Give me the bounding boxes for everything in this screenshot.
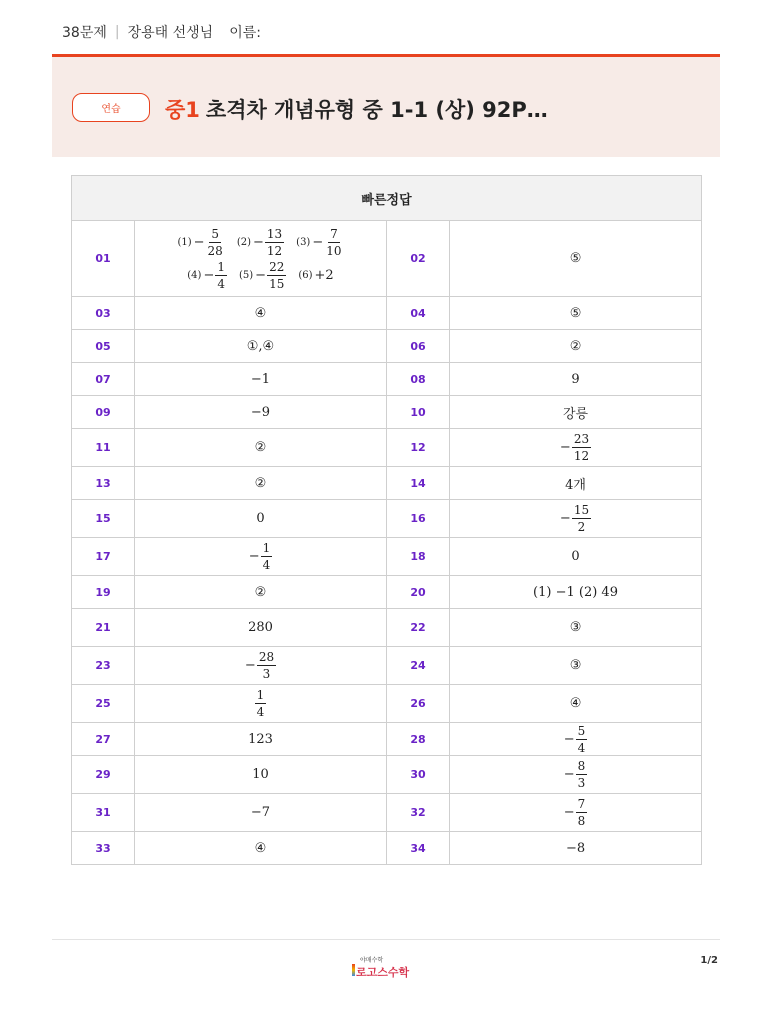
- minus-sign: −: [244, 658, 256, 673]
- answer-value: [135, 396, 387, 429]
- question-number: 16: [387, 500, 450, 538]
- fraction: [576, 725, 588, 754]
- table-row: [72, 647, 702, 685]
- title-banner: [52, 54, 720, 157]
- question-number: 09: [72, 396, 135, 429]
- question-number: 26: [387, 685, 450, 723]
- fraction-answer: [248, 541, 273, 572]
- answer-text: ②: [254, 584, 267, 600]
- answer-value: [135, 685, 387, 723]
- answer-value: [450, 609, 702, 647]
- minus-sign: −: [252, 234, 264, 250]
- fraction-answer: [312, 228, 343, 257]
- answer-text: (1) −1 (2) 49: [533, 584, 618, 600]
- minus-sign: −: [563, 731, 575, 747]
- question-number: 20: [387, 576, 450, 609]
- question-number: 21: [72, 609, 135, 647]
- answer-part: [239, 261, 286, 290]
- answer-value: [135, 647, 387, 685]
- answer-text: ②: [254, 440, 267, 455]
- numerator: 1: [217, 259, 225, 274]
- fraction-answer: [253, 228, 284, 257]
- fraction: [257, 651, 276, 680]
- part-label: (4): [187, 269, 202, 281]
- question-count: 38문제: [62, 25, 107, 41]
- answer-text: −1: [250, 371, 271, 387]
- answer-text: 9: [571, 371, 580, 387]
- answer-text: 10: [252, 767, 269, 782]
- table-row: [72, 723, 702, 756]
- numerator: 15: [573, 503, 590, 517]
- question-number: 27: [72, 723, 135, 756]
- answer-value: [135, 467, 387, 500]
- denominator: 12: [266, 243, 283, 258]
- student-name-label: 이름:: [229, 25, 261, 41]
- table-row: [72, 794, 702, 832]
- answer-text: 4개: [565, 477, 586, 493]
- answer-value: [450, 467, 702, 500]
- denominator: 10: [326, 243, 342, 258]
- answer-value: [450, 396, 702, 429]
- numerator: 23: [573, 432, 590, 446]
- part-label: (5): [239, 269, 254, 281]
- minus-sign: −: [248, 549, 260, 564]
- denominator: 28: [207, 243, 223, 258]
- answer-value: [450, 297, 702, 330]
- answer-value: [135, 500, 387, 538]
- grade-label: 중1: [165, 98, 200, 122]
- fraction: [576, 760, 588, 789]
- numerator: 1: [262, 541, 271, 555]
- answer-part: [296, 228, 343, 257]
- numerator: 13: [266, 226, 283, 241]
- answer-part: [237, 228, 284, 257]
- part-label: (3): [296, 236, 311, 248]
- table-row: [72, 330, 702, 363]
- question-number: 04: [387, 297, 450, 330]
- answer-value: [135, 297, 387, 330]
- separator: |: [114, 24, 120, 40]
- logo-text: 로고스수학: [356, 966, 410, 979]
- part-label: (1): [177, 236, 192, 248]
- question-number: 02: [387, 221, 450, 297]
- part-label: (2): [236, 236, 251, 248]
- question-number: 13: [72, 467, 135, 500]
- answer-value: [450, 794, 702, 832]
- answer-text: 강릉: [562, 406, 589, 422]
- answer-text: −9: [250, 404, 271, 420]
- denominator: 12: [573, 449, 590, 463]
- question-number: 01: [72, 221, 135, 297]
- minus-sign: −: [255, 267, 267, 283]
- answer-value: [135, 723, 387, 756]
- fraction: [261, 542, 273, 571]
- worksheet-info: [62, 22, 261, 42]
- answer-text: ③: [569, 620, 582, 635]
- fraction-answer: [203, 261, 227, 290]
- fraction-answer: [563, 723, 588, 755]
- fraction: [572, 433, 591, 462]
- question-number: 32: [387, 794, 450, 832]
- answer-value: [135, 363, 387, 396]
- part-value: +2: [314, 267, 334, 283]
- logo-tagline: 야매수학: [360, 957, 384, 964]
- denominator: 8: [577, 814, 586, 828]
- answer-text: 280: [248, 620, 273, 635]
- table-row: [72, 396, 702, 429]
- table-row: [72, 832, 702, 865]
- title-text: 초격차 개념유형 중 1-1 (상) 92P…: [205, 98, 548, 122]
- question-number: 06: [387, 330, 450, 363]
- answer-text: 0: [571, 549, 580, 564]
- answer-text: ⑤: [569, 305, 582, 321]
- table-row: [72, 467, 702, 500]
- answer-value: [450, 647, 702, 685]
- minus-sign: −: [312, 234, 324, 250]
- fraction-answer: [563, 797, 588, 828]
- table-row: [72, 500, 702, 538]
- fraction-answer: [255, 261, 286, 290]
- numerator: 1: [256, 688, 265, 702]
- table-row: [72, 363, 702, 396]
- question-number: 30: [387, 756, 450, 794]
- question-number: 05: [72, 330, 135, 363]
- question-number: 23: [72, 647, 135, 685]
- answer-value: [135, 832, 387, 865]
- question-number: 11: [72, 429, 135, 467]
- question-number: 34: [387, 832, 450, 865]
- answer-value: [135, 576, 387, 609]
- answer-value: [135, 794, 387, 832]
- question-number: 24: [387, 647, 450, 685]
- answer-value: [135, 429, 387, 467]
- minus-sign: −: [563, 767, 575, 782]
- fraction-answer: [255, 688, 267, 719]
- answer-value: [450, 832, 702, 865]
- practice-badge: 연습: [72, 93, 150, 122]
- fraction: [255, 689, 267, 718]
- answer-text: ②: [569, 338, 582, 354]
- minus-sign: −: [559, 511, 571, 526]
- fraction-answer: [244, 650, 276, 681]
- question-number: 10: [387, 396, 450, 429]
- numerator: 22: [269, 259, 285, 274]
- answer-text: ①,④: [246, 338, 275, 354]
- numerator: 7: [330, 226, 338, 241]
- fraction: [267, 261, 286, 290]
- question-number: 33: [72, 832, 135, 865]
- question-number: 25: [72, 685, 135, 723]
- minus-sign: −: [563, 805, 575, 820]
- table-title: 빠른정답: [72, 176, 702, 221]
- footer-divider: [52, 939, 720, 940]
- question-number: 28: [387, 723, 450, 756]
- answer-value: [450, 221, 702, 297]
- question-number: 19: [72, 576, 135, 609]
- question-number: 18: [387, 538, 450, 576]
- table-row: [72, 576, 702, 609]
- question-number: 17: [72, 538, 135, 576]
- answer-value: [450, 330, 702, 363]
- answer-value: [135, 538, 387, 576]
- table-row: [72, 221, 702, 297]
- teacher-name: 장용태 선생님: [127, 25, 214, 41]
- numerator: 7: [577, 797, 586, 811]
- answer-text: −8: [565, 840, 586, 856]
- table-row: [72, 685, 702, 723]
- question-number: 14: [387, 467, 450, 500]
- answer-value: [135, 221, 387, 297]
- denominator: 4: [577, 740, 586, 755]
- answer-text: 0: [256, 511, 265, 526]
- answer-part: [187, 261, 227, 290]
- answer-value: [450, 429, 702, 467]
- logo-mark-icon: [352, 964, 355, 976]
- numerator: 5: [211, 226, 219, 241]
- fraction: [324, 228, 343, 257]
- question-number: 22: [387, 609, 450, 647]
- fraction: [265, 228, 284, 257]
- answer-part: [298, 268, 333, 283]
- answer-value: [450, 538, 702, 576]
- denominator: 3: [262, 667, 271, 681]
- answer-rows: [72, 221, 702, 865]
- denominator: 2: [577, 520, 586, 534]
- answer-value: [450, 363, 702, 396]
- answer-value: [450, 756, 702, 794]
- fraction: [206, 228, 225, 257]
- answer-text: ③: [569, 658, 582, 673]
- question-number: 03: [72, 297, 135, 330]
- answer-value: [450, 500, 702, 538]
- answer-text: ②: [254, 475, 267, 491]
- fraction-answer: [194, 228, 225, 257]
- question-number: 15: [72, 500, 135, 538]
- answer-text: −7: [250, 805, 271, 820]
- question-number: 07: [72, 363, 135, 396]
- table-row: [72, 429, 702, 467]
- denominator: 3: [577, 776, 586, 790]
- numerator: 8: [577, 759, 586, 773]
- multi-part-answer: [135, 225, 386, 293]
- minus-sign: −: [193, 234, 205, 250]
- answer-part: [177, 228, 224, 257]
- fraction: [576, 798, 588, 827]
- minus-sign: −: [559, 440, 571, 455]
- logos-math-logo: [352, 954, 422, 980]
- part-label: (6): [298, 269, 313, 281]
- answer-value: [450, 685, 702, 723]
- question-number: 08: [387, 363, 450, 396]
- denominator: 4: [256, 705, 265, 719]
- answer-text: ④: [254, 305, 267, 321]
- table-row: [72, 756, 702, 794]
- answer-value: [135, 756, 387, 794]
- fraction-answer: [559, 432, 591, 463]
- question-number: 12: [387, 429, 450, 467]
- answer-text: ⑤: [569, 251, 582, 266]
- denominator: 15: [269, 276, 285, 291]
- table-row: [72, 609, 702, 647]
- answer-line: [171, 228, 349, 257]
- answer-line: [181, 261, 339, 290]
- answer-value: [135, 330, 387, 363]
- denominator: 4: [217, 276, 225, 291]
- answer-value: [450, 576, 702, 609]
- page-number: 1/2: [700, 955, 718, 966]
- minus-sign: −: [203, 267, 215, 283]
- answer-value: [450, 723, 702, 756]
- answer-text: 123: [248, 731, 273, 747]
- fraction-answer: [559, 503, 591, 534]
- worksheet-title: [165, 94, 548, 124]
- numerator: 5: [577, 723, 586, 738]
- answer-value: [135, 609, 387, 647]
- answer-text: ④: [254, 840, 267, 856]
- table-row: [72, 297, 702, 330]
- fraction-answer: [563, 759, 588, 790]
- fraction: [215, 261, 227, 290]
- table-row: [72, 538, 702, 576]
- answer-text: ④: [569, 696, 582, 711]
- quick-answer-table: [71, 175, 702, 865]
- question-number: 29: [72, 756, 135, 794]
- numerator: 28: [258, 650, 275, 664]
- question-number: 31: [72, 794, 135, 832]
- denominator: 4: [262, 558, 271, 572]
- fraction: [572, 504, 591, 533]
